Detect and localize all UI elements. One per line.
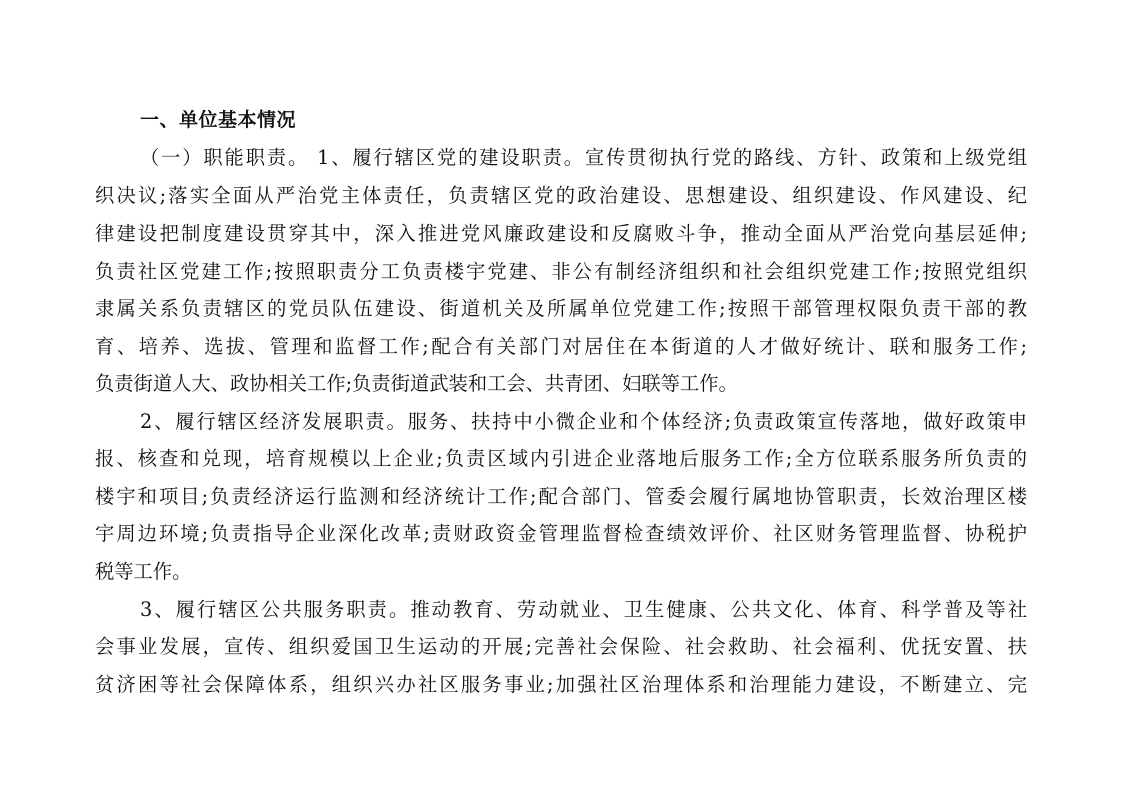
paragraph-line: 贫济困等社会保障体系，组织兴办社区服务事业;加强社区治理体系和治理能力建设，不断建立、完 (95, 673, 1027, 696)
paragraph-line: 3、履行辖区公共服务职责。推动教育、劳动就业、卫生健康、公共文化、体育、科学普及等社 (140, 598, 1027, 621)
paragraph-line: 报、核查和兑现，培育规模以上企业;负责区域内引进企业落地后服务工作;全方位联系服务所负责的 (95, 447, 1027, 470)
paragraph-line: 隶属关系负责辖区的党员队伍建设、街道机关及所属单位党建工作;按照干部管理权限负责干部的教 (95, 297, 1027, 320)
paragraph-line: 负责社区党建工作;按照职责分工负责楼宇党建、非公有制经济组织和社会组织党建工作;按照党组织 (95, 260, 1027, 283)
section-heading: 一、单位基本情况 (140, 109, 297, 131)
paragraph-line: 会事业发展，宣传、组织爱国卫生运动的开展;完善社会保险、社会救助、社会福利、优抚安置、扶 (95, 635, 1027, 658)
paragraph-line: 负责街道人大、政协相关工作;负责街道武装和工会、共青团、妇联等工作。 (95, 372, 738, 395)
paragraph-line: 税等工作。 (95, 560, 192, 583)
paragraph-line: 律建设把制度建设贯穿其中，深入推进党风廉政建设和反腐败斗争，推动全面从严治党向基层延伸; (95, 222, 1027, 245)
paragraph-line: （一）职能职责。 1、履行辖区党的建设职责。宣传贯彻执行党的路线、方针、政策和上级党组 (140, 146, 1027, 169)
paragraph-line: 2、履行辖区经济发展职责。服务、扶持中小微企业和个体经济;负责政策宣传落地，做好政策申 (140, 410, 1027, 433)
paragraph-line: 织决议;落实全面从严治党主体责任，负责辖区党的政治建设、思想建设、组织建设、作风建设、纪 (95, 184, 1027, 207)
paragraph-line: 楼宇和项目;负责经济运行监测和经济统计工作;配合部门、管委会履行属地协管职责，长效治理区楼 (95, 485, 1027, 508)
paragraph-line: 育、培养、选拔、管理和监督工作;配合有关部门对居住在本街道的人才做好统计、联和服务工作; (95, 335, 1027, 358)
paragraph-line: 宇周边环境;负责指导企业深化改革;责财政资金管理监督检查绩效评价、社区财务管理监督、协税护 (95, 522, 1027, 545)
